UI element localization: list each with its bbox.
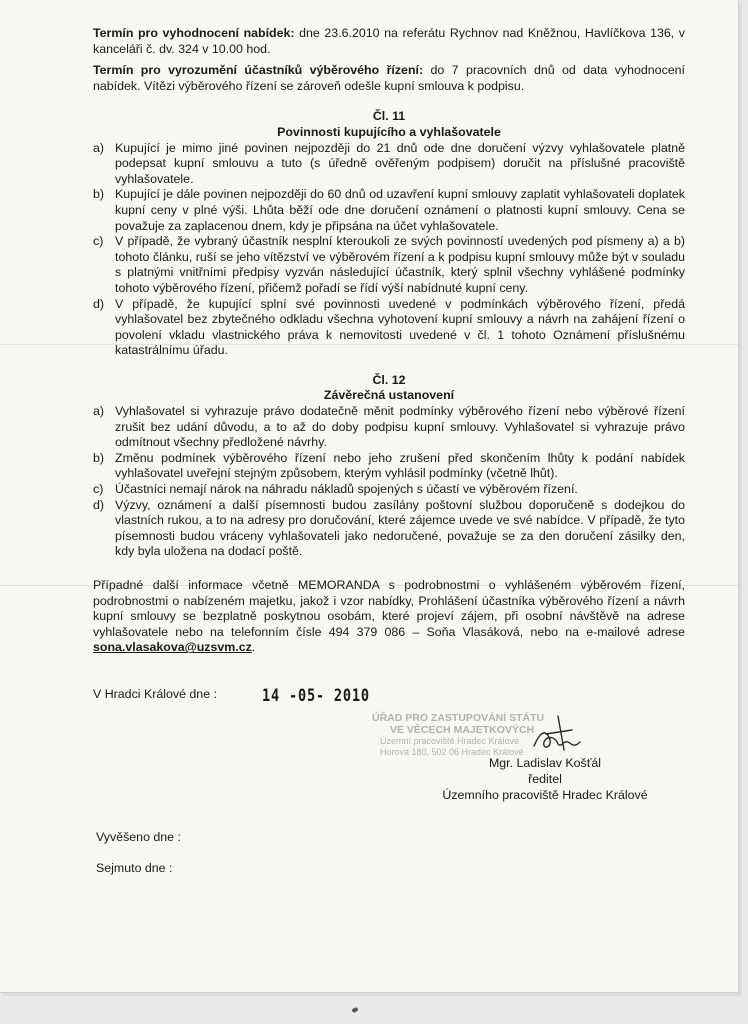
signer-role: ředitel	[528, 772, 562, 786]
info-paragraph	[93, 578, 685, 656]
item-label: b)	[93, 450, 105, 465]
evaluation-term-label: Termín pro vyhodnocení nabídek:	[93, 26, 295, 40]
stamp-line: ÚŘAD PRO ZASTUPOVÁNÍ STÁTU	[372, 712, 545, 724]
item-label: d)	[93, 497, 105, 512]
article-12-item	[93, 498, 685, 560]
evaluation-term	[93, 26, 685, 57]
info-end: .	[251, 640, 256, 655]
item-text: Vyhlašovatel si vyhrazuje právo dodatečně měnit podmínky výběrového řízení nebo výběrové řízení zrušit bez udání důvodu, a to až do doby podpisu kupní smlouvy. Vyhlašovatel si vyhrazuje právo odmítnout všechny předložené návrhy.	[115, 404, 685, 450]
signer-block	[420, 755, 670, 803]
signature-image	[528, 712, 588, 757]
item-text: Účastníci nemají nárok na náhradu nákladů spojených s účastí ve výběrovém řízení.	[115, 482, 578, 497]
article-12-item	[93, 404, 685, 451]
item-label: c)	[93, 234, 104, 249]
item-label: a)	[93, 140, 105, 155]
item-text: Kupující je dále povinen nejpozději do 60 dnů od uzavření kupní smlouvy zaplatit vyhlašovateli doplatek kupní ceny v plné výši. Lhůta běží ode dne doručení oznámení o platnosti kupní smlouvy. Cena se považuje za zaplacenou dnem, kdy je připsána na účet vyhlašovatele.	[115, 187, 685, 233]
stamp-line: VE VĚCECH MAJETKOVÝCH	[390, 724, 535, 736]
item-label: a)	[93, 404, 105, 419]
article-12-item	[93, 482, 685, 498]
item-text: Změnu podmínek výběrového řízení nebo jeho zrušení před skončením lhůty k podání nabídek vyhlašovatel uveřejní stejným způsobem, kterým vyhlásil podmínky (včetně lhůt).	[115, 450, 685, 481]
signer-name: Mgr. Ladislav Košťál	[488, 756, 602, 770]
date-stamp: 14 -05- 2010	[262, 686, 370, 706]
article-11-item	[93, 234, 685, 296]
article-11-title: Povinnosti kupujícího a vyhlašovatele	[277, 124, 501, 139]
article-11-item	[93, 297, 685, 359]
article-11-item	[93, 187, 685, 234]
email-link[interactable]: sona.vlasakova@uzsvm.cz	[93, 640, 252, 655]
item-label: d)	[93, 296, 105, 311]
article-11-item	[93, 141, 685, 188]
item-text: Výzvy, oznámení a další písemnosti budou zasílány poštovní službou doporučeně s dodejkou do vlastních rukou, a to na adresy pro doručování, které zájemce uvede ve své nabídce. V případě, že tyto písemnosti budou vráceny vyhlašovateli jako nedoručené, považuje se za den doručení zásilky den, kdy byla uložena na dodací poště.	[115, 497, 685, 559]
scan-speck	[351, 1007, 358, 1013]
date-label: V Hradci Králové dne :	[93, 687, 217, 701]
signer-office: Územního pracoviště Hradec Králové	[442, 788, 648, 802]
article-12-item	[93, 451, 685, 482]
article-12-number: Čl. 12	[372, 372, 406, 387]
item-text: V případě, že vybraný účastník nesplní kteroukoli ze svých povinností uvedených pod písmeny a) a b) tohoto článku, ruší se jeho vítězství ve výběrovém řízení a k podpisu kupní smlouvy může být v souladu s platnými vnitřními předpisy vyzván následující účastník, který splnil všechny vyhlášené podmínky tohoto výběrového řízení, přičemž pořadí se řídí výší nabídnuté kupní ceny.	[115, 234, 685, 295]
item-label: b)	[93, 187, 105, 202]
stamp-line: Horova 180, 502 06 Hradec Králové	[380, 746, 524, 757]
item-label: c)	[93, 482, 104, 497]
notification-term-label: Termín pro vyrozumění účastníků výběrového řízení:	[93, 63, 424, 78]
article-11-number: Čl. 11	[372, 109, 406, 124]
notification-term	[93, 63, 685, 94]
info-text: Případné další informace včetně MEMORANDA s podrobnostmi o vyhlášeném výběrovém řízení, podrobnostmi o nabízeném majetku, jakož i vzor nabídky, Prohlášení účastníka výběrového řízení a návrh kupní smlouvy se bezplatně poskytnou osobám, které projeví zájem, při osobní návštěvě na adrese vyhlašovatele nebo na telefonním čísle 494 379 086 – Soňa Vlasáková, nebo na e-mailové adrese	[93, 578, 685, 639]
notification-term-text: do 7 pracovních dnů od data vyhodnocení nabídek. Vítězi výběrového řízení se zároveň odešle kupní smlouva k podpisu.	[93, 63, 685, 93]
evaluation-term-text: dne 23.6.2010 na referátu Rychnov nad Kněžnou, Havlíčkova 136, v kanceláři č. dv. 324 v 10.00 hod.	[93, 26, 685, 56]
article-12-title: Závěrečná ustanovení	[323, 388, 455, 403]
removed-date-label: Sejmuto dne :	[96, 861, 173, 875]
item-text: Kupující je mimo jiné povinen nejpozději do 21 dnů ode dne doručení výzvy vyhlašovatele platně podepsat kupní smlouvu a tuto (s úředně ověřeným podpisem) doručit na příslušné pracoviště vyhlašovatele.	[115, 140, 685, 186]
stamp-line: Územní pracoviště Hradec Králové	[380, 736, 520, 746]
item-text: V případě, že kupující splní své povinnosti uvedené v podmínkách výběrového řízení, předá vyhlašovatel bez zbytečného odkladu všechna vyhotovení kupní smlouvy a návrh na zahájení řízení o povolení vkladu vlastnického práva k nemovitosti uvedené v čl. 1 tohoto Oznámení příslušnému katastrálnímu úřadu.	[115, 296, 685, 358]
document-body	[93, 26, 685, 656]
posted-date-label: Vyvěšeno dne :	[96, 830, 181, 844]
